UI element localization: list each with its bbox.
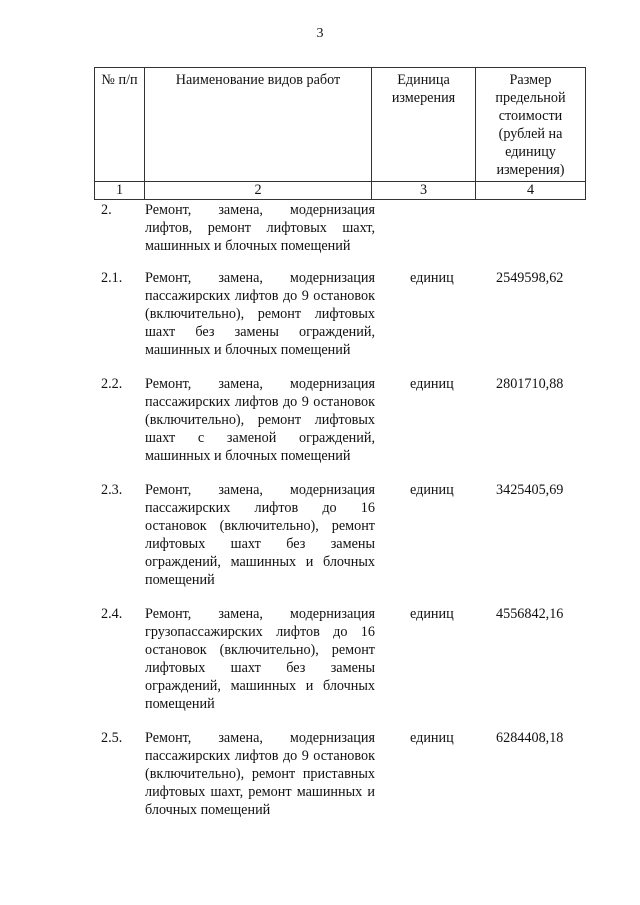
- row-number: 2.5.: [101, 730, 123, 746]
- row-description: Ремонт, замена, модернизация лифтов, ремонт лифтовых шахт, машинных и блочных помещений: [145, 202, 375, 254]
- row-description: Ремонт, замена, модернизация пассажирских лифтов до 9 остановок (включительно), ремонт лифтовых шахт с заменой ограждений, машинных и блочных помещений: [145, 376, 375, 464]
- row-number: 2.3.: [101, 482, 123, 498]
- table-header: [94, 67, 586, 200]
- row-unit: единиц: [410, 482, 454, 498]
- page-number: 3: [316, 26, 324, 41]
- row-unit: единиц: [410, 270, 454, 286]
- row-price: 6284408,18: [496, 730, 564, 746]
- row-price: 2549598,62: [496, 270, 564, 286]
- column-number-1: 1: [95, 182, 145, 200]
- column-number-3: 3: [372, 182, 476, 200]
- row-price: 4556842,16: [496, 606, 564, 622]
- row-unit: единиц: [410, 376, 454, 392]
- header-number: № п/п: [95, 68, 145, 182]
- row-description: Ремонт, замена, модернизация пассажирских лифтов до 16 остановок (включительно), ремонт лифтовых шахт без замены ограждений, машинных и блочных помещений: [145, 482, 375, 588]
- row-description: Ремонт, замена, модернизация грузопассажирских лифтов до 16 остановок (включительно), ремонт лифтовых шахт без замены ограждений, машинных и блочных помещений: [145, 606, 375, 712]
- header-work-name: Наименование видов работ: [145, 68, 372, 182]
- row-number: 2.4.: [101, 606, 123, 622]
- row-number: 2.1.: [101, 270, 123, 286]
- row-price: 3425405,69: [496, 482, 564, 498]
- column-number-2: 2: [145, 182, 372, 200]
- row-unit: единиц: [410, 606, 454, 622]
- row-unit: единиц: [410, 730, 454, 746]
- header-max-cost: Размер предельной стоимости (рублей на единицу измерения): [476, 68, 586, 182]
- row-description: Ремонт, замена, модернизация пассажирских лифтов до 9 остановок (включительно), ремонт лифтовых шахт без замены ограждений, машинных и блочных помещений: [145, 270, 375, 358]
- header-unit: Единица измерения: [372, 68, 476, 182]
- row-number: 2.2.: [101, 376, 123, 392]
- column-number-4: 4: [476, 182, 586, 200]
- row-price: 2801710,88: [496, 376, 564, 392]
- row-number: 2.: [101, 202, 112, 218]
- row-description: Ремонт, замена, модернизация пассажирских лифтов до 9 остановок (включительно), ремонт приставных лифтовых шахт, ремонт машинных и блочных помещений: [145, 730, 375, 818]
